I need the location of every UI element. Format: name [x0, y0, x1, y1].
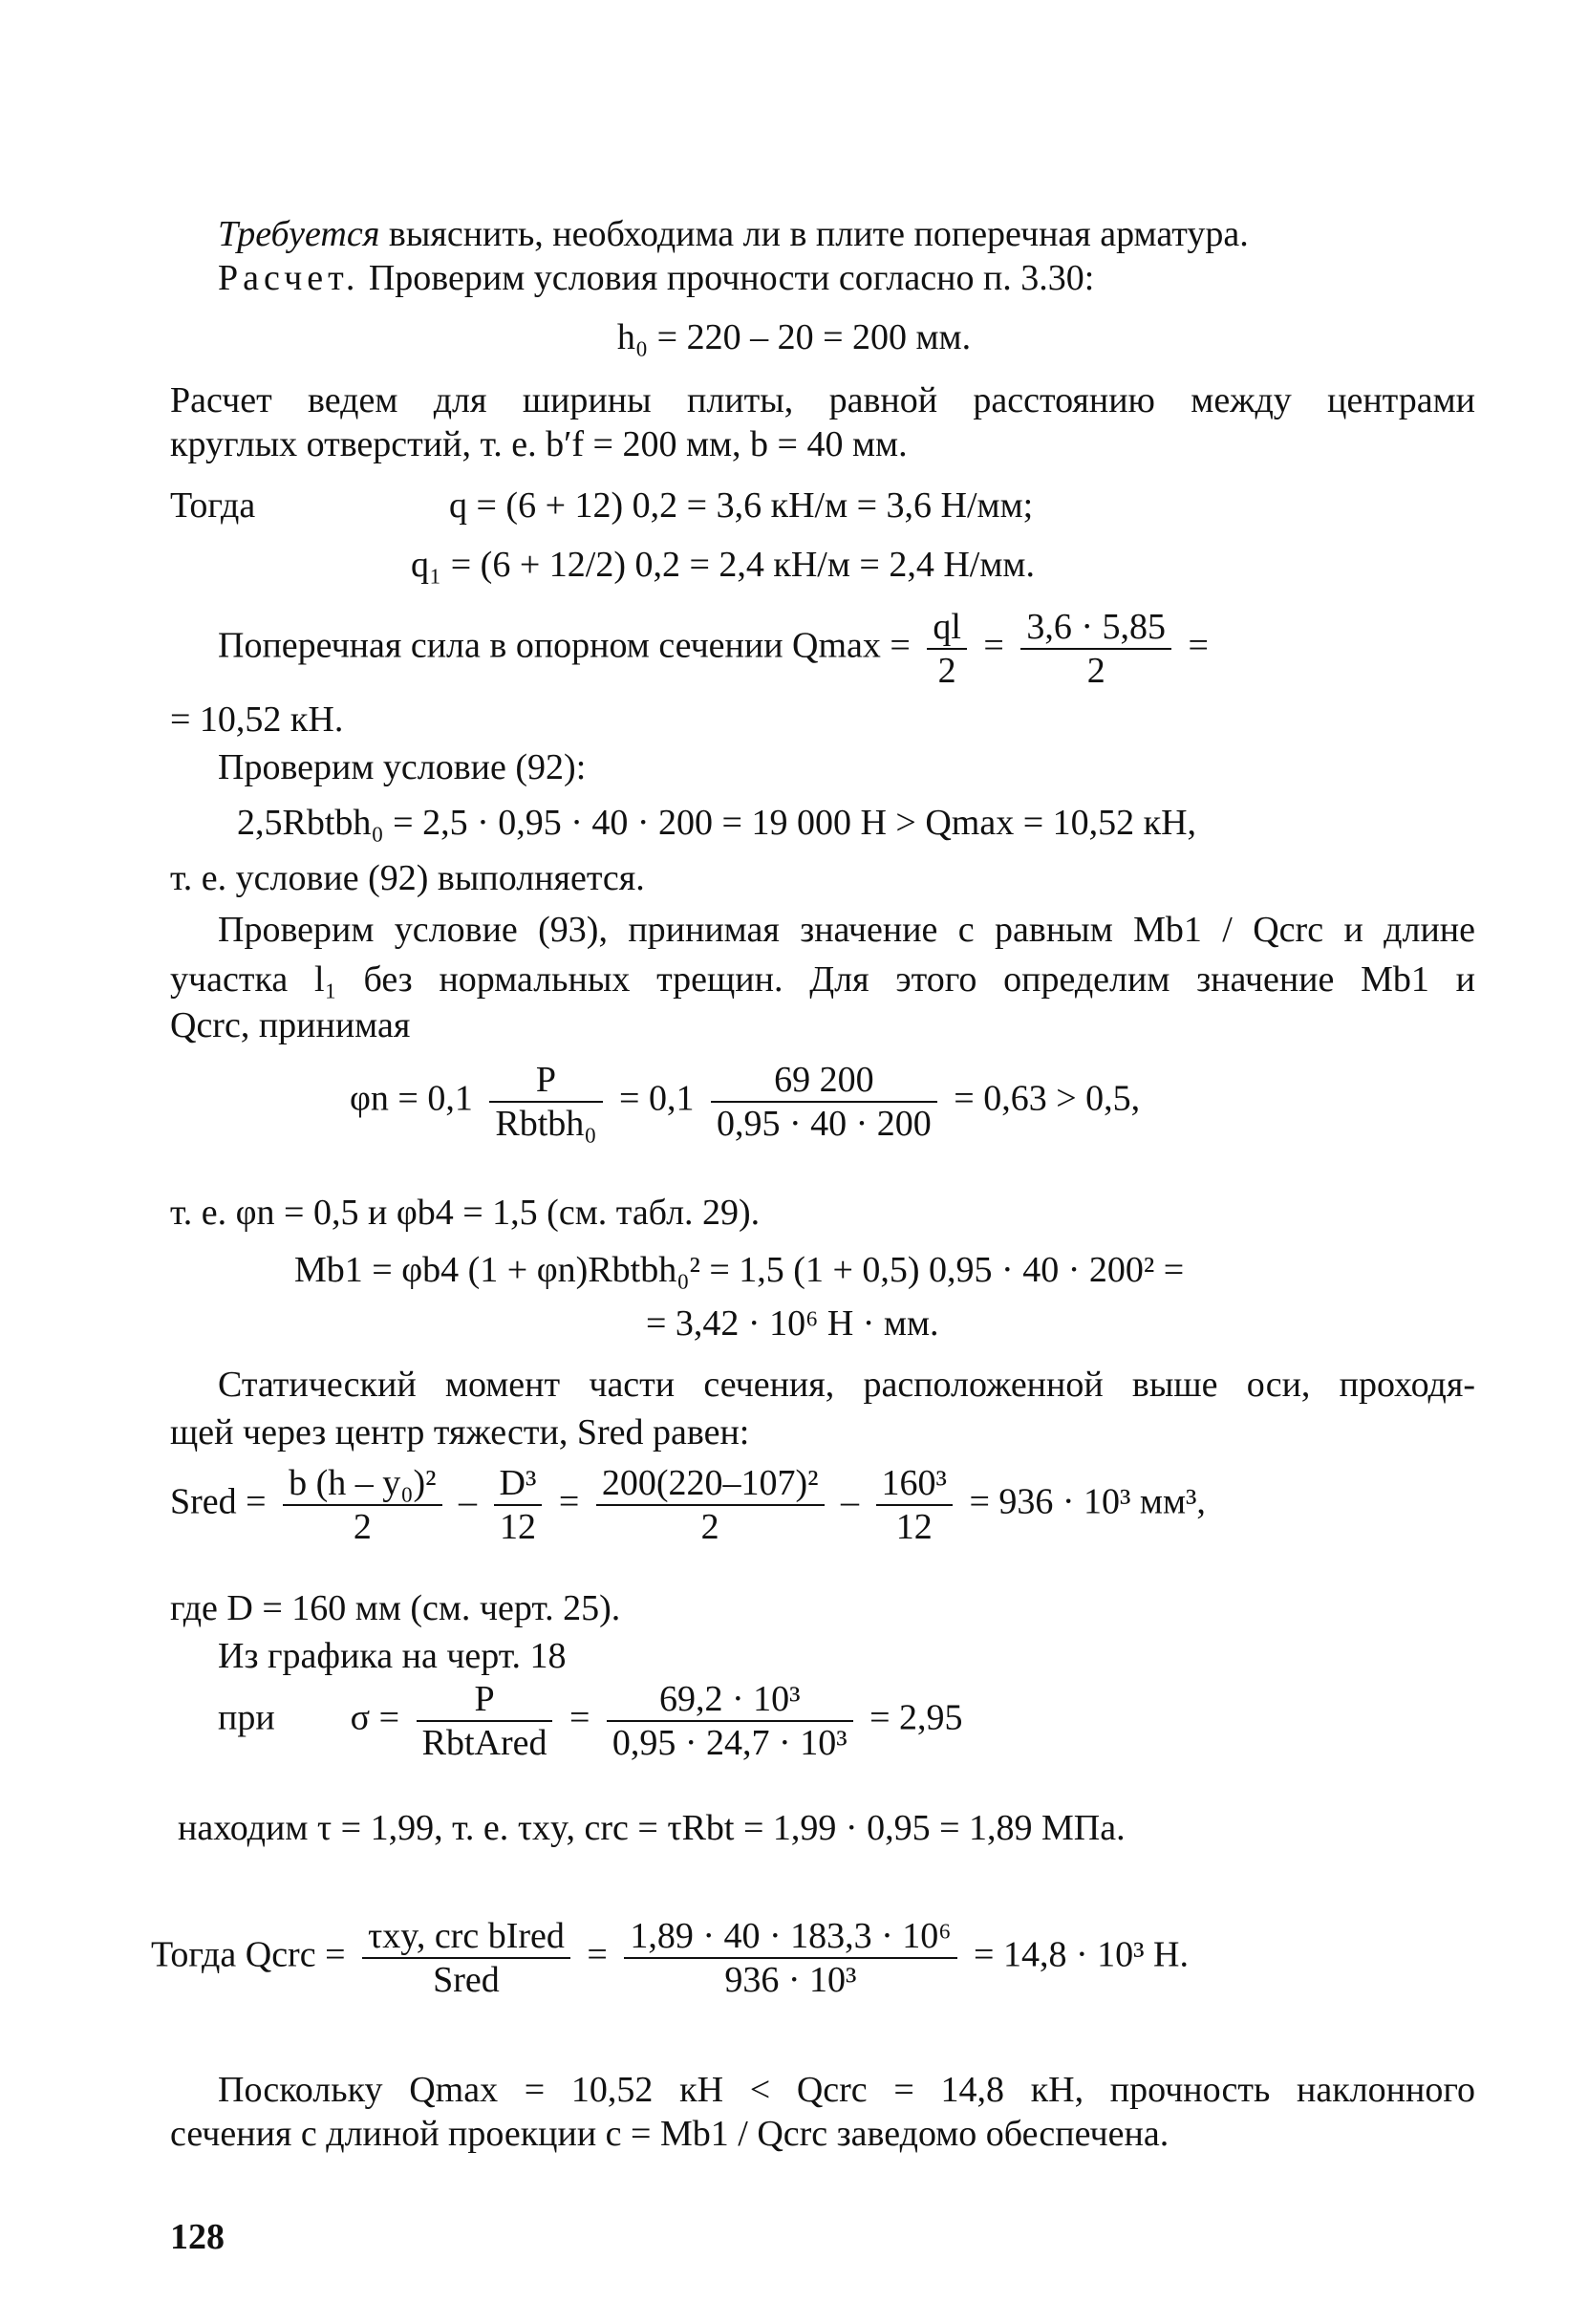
formula-h0: h₀ = 220 – 20 = 200 мм.	[616, 317, 972, 357]
fraction	[711, 1059, 937, 1145]
text-line: т. е. условие (92) выполняется.	[170, 858, 645, 898]
formula-qcrc	[151, 1915, 1189, 2001]
italic-lead: Требуется	[218, 214, 380, 254]
denominator: 2	[1086, 651, 1105, 691]
numerator: ql	[927, 606, 967, 650]
formula-text: Поперечная сила в опорном сечении Qmax =	[218, 625, 911, 666]
text-line: Поскольку Qmax = 10,52 кН < Qcrc = 14,8 кН, прочность наклонного	[218, 2070, 1475, 2110]
fraction	[283, 1462, 441, 1548]
denominator: 936 · 10³	[724, 1960, 857, 2000]
numerator: 160³	[876, 1462, 953, 1506]
numerator: 69,2 · 10³	[607, 1678, 853, 1722]
text-line	[218, 256, 1094, 300]
fraction	[489, 1059, 602, 1145]
formula-text: Sred =	[170, 1481, 267, 1522]
minus-sign: –	[459, 1481, 478, 1522]
numerator: 69 200	[711, 1059, 937, 1103]
equals-sign: =	[587, 1934, 608, 1975]
formula-text: = 936 · 10³ мм³,	[969, 1481, 1206, 1522]
denominator: Sred	[433, 1960, 500, 2000]
equals-sign: =	[558, 1481, 580, 1522]
text-line: щей через центр тяжести, Sred равен:	[170, 1412, 750, 1452]
minus-sign: –	[841, 1481, 860, 1522]
fraction	[417, 1678, 553, 1764]
text-line: круглых отверстий, т. е. b′f = 200 мм, b = 40 мм.	[170, 424, 908, 464]
numerator: 200(220–107)²	[596, 1462, 825, 1506]
text-line: участка l₁ без нормальных трещин. Для этого определим значение Mb1 и	[170, 959, 1475, 1000]
text-line: Qcrc, принимая	[170, 1005, 411, 1045]
formula-tau: находим τ = 1,99, т. е. τxy, crc = τRbt = 1,99 · 0,95 = 1,89 МПа.	[178, 1808, 1126, 1848]
fraction	[1020, 606, 1171, 692]
denominator: 12	[895, 1507, 933, 1547]
page-number: 128	[170, 2217, 225, 2257]
text-line	[218, 212, 1249, 256]
text-line-lead: Тогда	[170, 485, 256, 526]
formula-text: при	[218, 1697, 275, 1738]
fraction	[596, 1462, 825, 1548]
numerator: 1,89 · 40 · 183,3 · 10⁶	[624, 1915, 956, 1959]
text-line: Проверим условие (92):	[218, 747, 587, 787]
denominator: 2	[700, 1507, 719, 1547]
formula-condition-92: 2,5Rbtbh₀ = 2,5 · 0,95 · 40 · 200 = 19 000 Н > Qmax = 10,52 кН,	[237, 803, 1197, 843]
equals-sign: =	[983, 625, 1004, 666]
fraction	[876, 1462, 953, 1548]
denominator: RbtAred	[421, 1723, 547, 1763]
formula-text: = 0,1	[619, 1078, 695, 1119]
formula-sred	[170, 1462, 1206, 1548]
equals-sign: =	[569, 1697, 590, 1738]
numerator: P	[489, 1059, 602, 1103]
numerator: D³	[494, 1462, 543, 1506]
line-text: выяснить, необходима ли в плите поперечная арматура.	[379, 214, 1249, 254]
denominator: 0,95 · 40 · 200	[716, 1104, 932, 1144]
fraction	[607, 1678, 853, 1764]
text-line: = 10,52 кН.	[170, 699, 344, 740]
denominator: 0,95 · 24,7 · 10³	[612, 1723, 848, 1763]
formula-phi-n	[350, 1059, 1140, 1145]
denominator: 12	[499, 1507, 536, 1547]
text-line: Статический момент части сечения, расположенной выше оси, проходя-	[218, 1365, 1475, 1405]
text-line: Из графика на черт. 18	[218, 1636, 567, 1676]
denominator: 2	[937, 651, 956, 691]
text-line: сечения с длиной проекции c = Mb1 / Qcrc заведомо обеспечена.	[170, 2114, 1170, 2154]
formula-text: σ =	[350, 1697, 400, 1738]
fraction	[624, 1915, 956, 2001]
formula-qmax	[218, 606, 1209, 692]
text-line: т. е. φn = 0,5 и φb4 = 1,5 (см. табл. 29).	[170, 1193, 761, 1233]
text-line: Проверим условие (93), принимая значение c равным Mb1 / Qcrc и длине	[218, 910, 1475, 950]
formula-q1: q₁ = (6 + 12/2) 0,2 = 2,4 кН/м = 2,4 Н/мм.	[411, 545, 1035, 585]
formula-text: = 0,63 > 0,5,	[954, 1078, 1141, 1119]
numerator: b (h – y₀)²	[283, 1462, 441, 1506]
denominator: 2	[353, 1507, 372, 1547]
fraction	[362, 1915, 570, 2001]
text-line: Расчет ведем для ширины плиты, равной расстоянию между центрами	[170, 380, 1475, 420]
formula-q: q = (6 + 12) 0,2 = 3,6 кН/м = 3,6 Н/мм;	[449, 485, 1034, 526]
fraction	[494, 1462, 543, 1548]
numerator: τxy, crc bIred	[362, 1915, 570, 1959]
formula-sigma	[218, 1678, 963, 1764]
numerator: P	[417, 1678, 553, 1722]
equals-sign: =	[1188, 625, 1209, 666]
section-lead: Расчет.	[218, 258, 360, 298]
formula-text: = 14,8 · 10³ Н.	[974, 1934, 1189, 1975]
formula-mb1-result: = 3,42 · 10⁶ Н · мм.	[646, 1303, 939, 1344]
denominator: Rbtbh₀	[495, 1104, 597, 1144]
text-line: где D = 160 мм (см. черт. 25).	[170, 1588, 621, 1628]
formula-text: Тогда Qcrc =	[151, 1934, 346, 1975]
formula-text: = 2,95	[869, 1697, 963, 1738]
formula-text: φn = 0,1	[350, 1078, 473, 1119]
fraction	[927, 606, 967, 692]
line-text: Проверим условия прочности согласно п. 3.30:	[359, 258, 1095, 298]
formula-mb1: Mb1 = φb4 (1 + φn)Rbtbh₀² = 1,5 (1 + 0,5) 0,95 · 40 · 200² =	[294, 1250, 1185, 1290]
numerator: 3,6 · 5,85	[1020, 606, 1171, 650]
